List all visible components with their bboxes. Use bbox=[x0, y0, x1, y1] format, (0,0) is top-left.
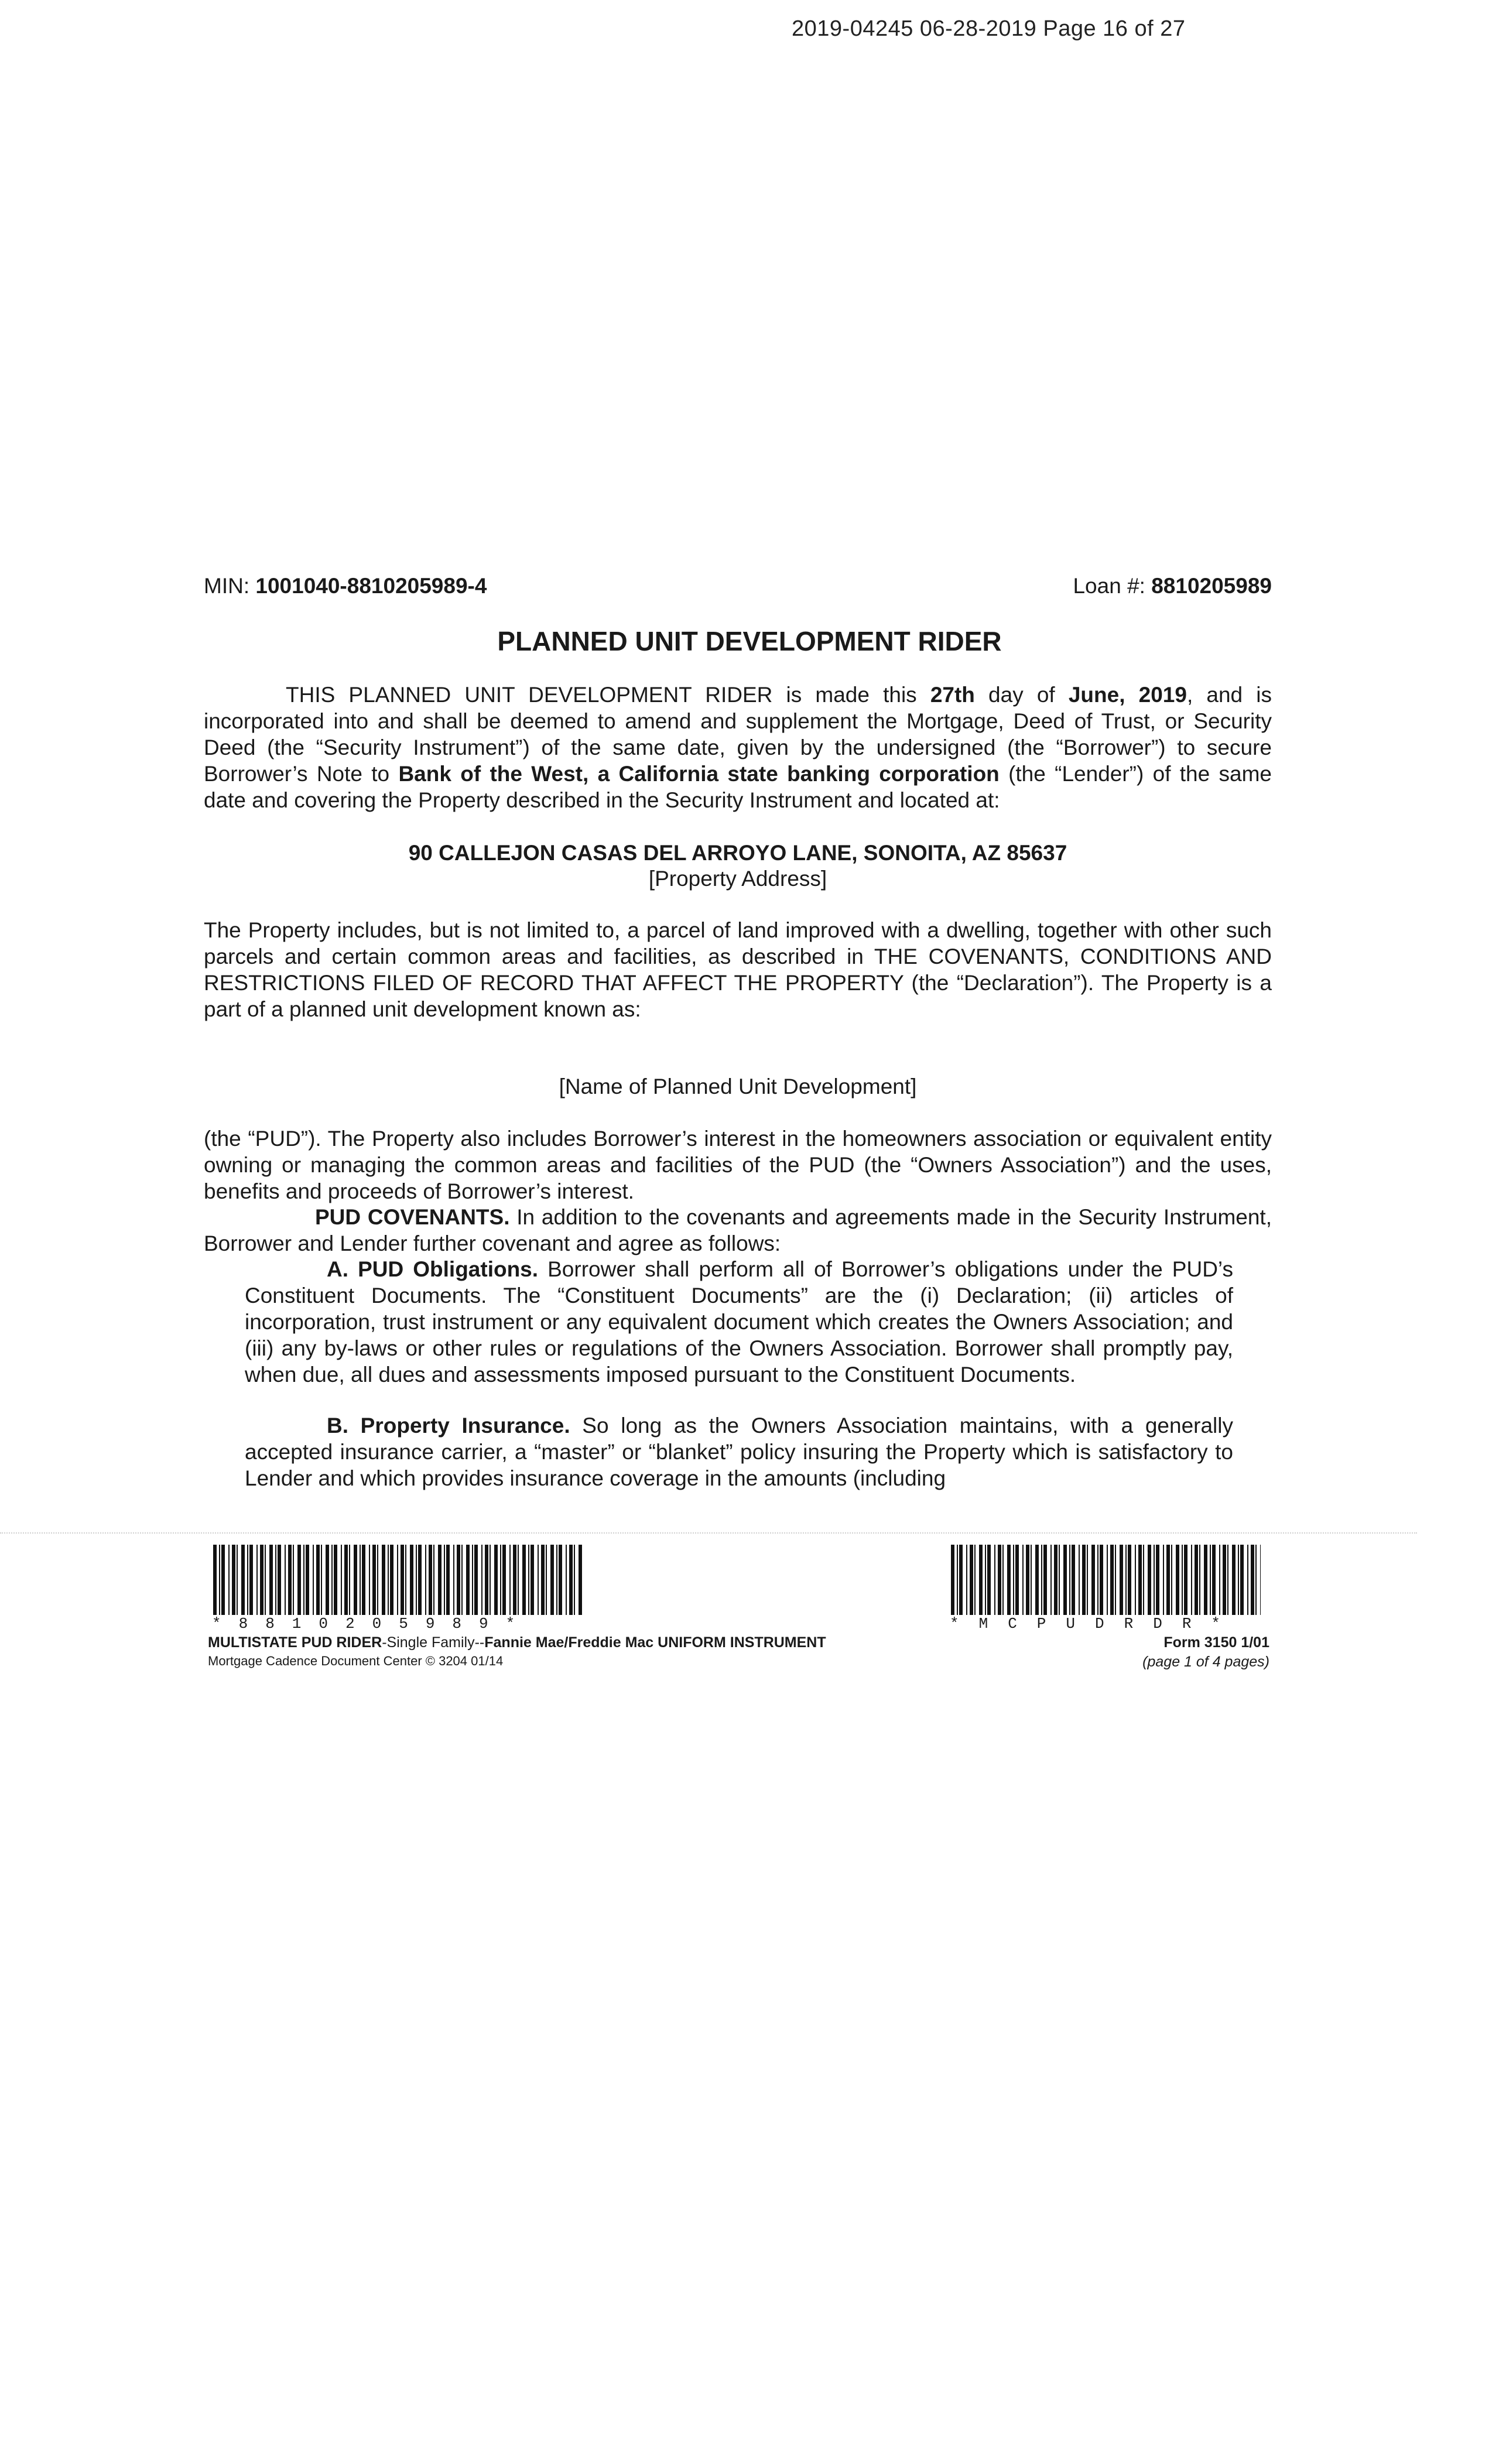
barcode-bar bbox=[1100, 1545, 1103, 1615]
form-barcode-caption: *MCPUDRDR* bbox=[950, 1615, 1241, 1633]
barcode-bar bbox=[1069, 1545, 1070, 1615]
barcode-bar bbox=[1240, 1545, 1244, 1615]
barcode-bar bbox=[362, 1545, 365, 1615]
barcode-bar bbox=[474, 1545, 478, 1615]
footer-title-rest: -Single Family-- bbox=[382, 1634, 485, 1651]
barcode-bar bbox=[219, 1545, 220, 1615]
barcode-bar bbox=[372, 1545, 376, 1615]
section-b-property-insurance bbox=[245, 1412, 1233, 1491]
barcode-bar bbox=[579, 1545, 582, 1615]
pud-name-label: [Name of Planned Unit Development] bbox=[559, 1074, 917, 1098]
barcode-bar bbox=[401, 1545, 404, 1615]
barcode-bar bbox=[502, 1545, 506, 1615]
min-number bbox=[204, 574, 487, 598]
barcode-bar bbox=[461, 1545, 463, 1615]
rider-day: 27th bbox=[930, 683, 975, 707]
barcode-bar bbox=[331, 1545, 333, 1615]
barcode-bar bbox=[1054, 1545, 1057, 1615]
barcode-bar bbox=[556, 1545, 557, 1615]
barcode-bar bbox=[232, 1545, 235, 1615]
barcode-bar bbox=[959, 1545, 963, 1615]
barcode-bar bbox=[213, 1545, 217, 1615]
section-b-heading: B. Property Insurance. bbox=[327, 1414, 570, 1438]
barcode-bar bbox=[1079, 1545, 1080, 1615]
barcode-bar bbox=[241, 1545, 245, 1615]
barcode-bar bbox=[306, 1545, 309, 1615]
property-address: 90 CALLEJON CASAS DEL ARROYO LANE, SONOITA, AZ 85637 bbox=[408, 841, 1067, 865]
barcode-bar bbox=[985, 1545, 986, 1615]
footer-page-count: (page 1 of 4 pages) bbox=[1142, 1654, 1269, 1670]
barcode-bar bbox=[1247, 1545, 1248, 1615]
barcode-bar bbox=[1135, 1545, 1136, 1615]
barcode-bar bbox=[321, 1545, 322, 1615]
barcode-bar bbox=[1255, 1545, 1257, 1615]
barcode-bar bbox=[260, 1545, 263, 1615]
barcode-bar bbox=[1050, 1545, 1052, 1615]
barcode-bar bbox=[1022, 1545, 1024, 1615]
scan-artifact-line bbox=[0, 1532, 1417, 1534]
barcode-bar bbox=[369, 1545, 370, 1615]
barcode-bar bbox=[405, 1545, 406, 1615]
barcode-bar bbox=[513, 1545, 516, 1615]
barcode-bar bbox=[237, 1545, 238, 1615]
barcode-bar bbox=[397, 1545, 398, 1615]
section-a-heading: A. PUD Obligations. bbox=[327, 1257, 539, 1281]
barcode-bar bbox=[1204, 1545, 1207, 1615]
barcode-bar bbox=[1035, 1545, 1039, 1615]
barcode-bar bbox=[1002, 1545, 1004, 1615]
intro-text-1: THIS PLANNED UNIT DEVELOPMENT RIDER is made this bbox=[286, 683, 930, 707]
barcode-bar bbox=[297, 1545, 301, 1615]
barcode-bar bbox=[221, 1545, 225, 1615]
barcode-bar bbox=[433, 1545, 434, 1615]
section-a-text: Borrower shall perform all of Borrower’s obligations under the PUD’s Constituent Documents. The “Constituent Documents” are the (i) Declaration; (ii) articles of incorporation, trust instrument or any equivalent document which creates the Owners Association; and (iii) any by-laws or other rules or regulations of the Owners Association. Borrower shall promptly pay, when due, all dues and assessments imposed pursuant to the Constituent Documents. bbox=[245, 1257, 1233, 1387]
barcode-bar bbox=[1182, 1545, 1183, 1615]
barcode-bar bbox=[494, 1545, 498, 1615]
barcode-bar bbox=[313, 1545, 314, 1615]
barcode-bar bbox=[390, 1545, 393, 1615]
document-title: PLANNED UNIT DEVELOPMENT RIDER bbox=[497, 626, 1002, 656]
lender-name: Bank of the West, a California state banking corporation bbox=[398, 762, 1000, 786]
barcode-bar bbox=[1251, 1545, 1254, 1615]
barcode-bar bbox=[1191, 1545, 1192, 1615]
barcode-bar bbox=[1184, 1545, 1187, 1615]
barcode-bar bbox=[1107, 1545, 1108, 1615]
barcode-bar bbox=[1223, 1545, 1226, 1615]
footer-form-title bbox=[208, 1634, 826, 1651]
intro-text-3: , and is incorporated into and shall be deemed to amend and supplement the Mortgage, Deed of Trust, or Security Deed (the “Security Instrument”) of the same date, given by the undersigned (the “Borrower”) to secure Borrower’s Note to bbox=[204, 683, 1272, 786]
barcode-bar bbox=[293, 1545, 294, 1615]
barcode-bar bbox=[541, 1545, 545, 1615]
barcode-bar bbox=[1082, 1545, 1086, 1615]
barcode-bar bbox=[326, 1545, 329, 1615]
barcode-bar bbox=[265, 1545, 266, 1615]
barcode-bar bbox=[1156, 1545, 1159, 1615]
barcode-bar bbox=[360, 1545, 361, 1615]
min-label: MIN: bbox=[204, 574, 256, 598]
barcode-bar bbox=[285, 1545, 286, 1615]
barcode-bar bbox=[1063, 1545, 1067, 1615]
barcode-bar bbox=[416, 1545, 417, 1615]
intro-paragraph bbox=[204, 682, 1272, 813]
barcode-bar bbox=[1138, 1545, 1142, 1615]
barcode-bar bbox=[987, 1545, 991, 1615]
barcode-bar bbox=[446, 1545, 450, 1615]
barcode-bar bbox=[275, 1545, 276, 1615]
intro-text-2: day of bbox=[974, 683, 1069, 707]
barcode-bar bbox=[382, 1545, 385, 1615]
min-value: 1001040-8810205989-4 bbox=[255, 574, 487, 598]
barcode-bar bbox=[490, 1545, 491, 1615]
barcode-bar bbox=[1120, 1545, 1123, 1615]
barcode-bar bbox=[303, 1545, 304, 1615]
barcode-bar bbox=[410, 1545, 413, 1615]
pud-covenants-heading: PUD COVENANTS. bbox=[315, 1205, 510, 1229]
barcode-bar bbox=[425, 1545, 426, 1615]
barcode-bar bbox=[1143, 1545, 1144, 1615]
barcode-bar bbox=[951, 1545, 954, 1615]
barcode-bar bbox=[574, 1545, 575, 1615]
footer-document-center: Mortgage Cadence Document Center © 3204 01/14 bbox=[208, 1654, 504, 1668]
barcode-bar bbox=[1015, 1545, 1019, 1615]
barcode-bar bbox=[429, 1545, 432, 1615]
barcode-bar bbox=[1154, 1545, 1155, 1615]
barcode-bar bbox=[228, 1545, 230, 1615]
barcode-bar bbox=[457, 1545, 460, 1615]
rider-date: June, 2019 bbox=[1068, 683, 1187, 707]
barcode-bar bbox=[418, 1545, 422, 1615]
barcode-bar bbox=[349, 1545, 350, 1615]
barcode-bar bbox=[1110, 1545, 1114, 1615]
barcode-bar bbox=[1041, 1545, 1042, 1615]
barcode-bar bbox=[1176, 1545, 1179, 1615]
barcode-bar bbox=[466, 1545, 470, 1615]
intro-text-4: (the “Lender”) of the same date and covering the Property described in the Security Instrument and located at: bbox=[204, 762, 1272, 812]
loan-value: 8810205989 bbox=[1151, 574, 1272, 598]
barcode-bar bbox=[1232, 1545, 1236, 1615]
barcode-bar bbox=[500, 1545, 501, 1615]
barcode-bar bbox=[509, 1545, 511, 1615]
barcode-bar bbox=[1210, 1545, 1211, 1615]
barcode-bar bbox=[1212, 1545, 1216, 1615]
barcode-bar bbox=[1091, 1545, 1095, 1615]
barcode-bar bbox=[1115, 1545, 1116, 1615]
loan-barcode-caption: *8810205989* bbox=[212, 1615, 533, 1633]
barcode-bar bbox=[354, 1545, 357, 1615]
barcode-bar bbox=[538, 1545, 539, 1615]
barcode-bar bbox=[388, 1545, 389, 1615]
property-paragraph: The Property includes, but is not limited to, a parcel of land improved with a dwelling, together with other such parcels and certain common areas and facilities, as described in THE COVENANTS, CONDITIONS AND RESTRICTIONS FILED OF RECORD THAT AFFECT THE PROPERTY (the “Declaration”). The Property is a part of a planned unit development known as: bbox=[204, 918, 1272, 1021]
barcode-bar bbox=[1163, 1545, 1164, 1615]
barcode-bar bbox=[531, 1545, 534, 1615]
barcode-bar bbox=[518, 1545, 519, 1615]
barcode-bar bbox=[966, 1545, 967, 1615]
footer-title-bold: MULTISTATE PUD RIDER bbox=[208, 1634, 382, 1651]
barcode-bar bbox=[528, 1545, 529, 1615]
barcode-bar bbox=[1031, 1545, 1032, 1615]
barcode-bar bbox=[334, 1545, 337, 1615]
form-barcode bbox=[950, 1545, 1263, 1633]
barcode-bar bbox=[288, 1545, 292, 1615]
barcode-bar bbox=[1013, 1545, 1014, 1615]
barcode-bar bbox=[1171, 1545, 1172, 1615]
barcode-bar bbox=[974, 1545, 976, 1615]
barcode-bar bbox=[979, 1545, 983, 1615]
barcode-bar bbox=[249, 1545, 253, 1615]
barcode-bar bbox=[1087, 1545, 1088, 1615]
filing-stamp: 2019-04245 06-28-2019 Page 16 of 27 bbox=[792, 16, 1186, 41]
barcode-bar bbox=[546, 1545, 547, 1615]
barcode-bar bbox=[438, 1545, 442, 1615]
barcode-bar bbox=[994, 1545, 995, 1615]
barcode-bar bbox=[1072, 1545, 1075, 1615]
barcode-bar bbox=[1199, 1545, 1200, 1615]
barcode-bar bbox=[1260, 1545, 1261, 1615]
form-barcode-icon bbox=[950, 1545, 1263, 1615]
barcode-bar bbox=[1148, 1545, 1151, 1615]
section-b-text: So long as the Owners Association maintains, with a generally accepted insurance carrier, a “master” or “blanket” policy insuring the Property which is satisfactory to Lender and which provides insurance coverage in the amounts (including bbox=[245, 1414, 1233, 1490]
barcode-bar bbox=[998, 1545, 1001, 1615]
barcode-bar bbox=[341, 1545, 342, 1615]
barcode-bar bbox=[957, 1545, 958, 1615]
barcode-bar bbox=[278, 1545, 281, 1615]
barcode-bar bbox=[1238, 1545, 1239, 1615]
barcode-bar bbox=[1059, 1545, 1060, 1615]
barcode-bar bbox=[569, 1545, 573, 1615]
barcode-bar bbox=[550, 1545, 554, 1615]
barcode-bar bbox=[472, 1545, 473, 1615]
loan-barcode-icon bbox=[212, 1545, 587, 1615]
pud-covenants-paragraph bbox=[204, 1204, 1272, 1257]
barcode-bar bbox=[316, 1545, 320, 1615]
barcode-bar bbox=[481, 1545, 482, 1615]
barcode-bar bbox=[344, 1545, 348, 1615]
barcode-bar bbox=[1128, 1545, 1131, 1615]
barcode-bar bbox=[1195, 1545, 1198, 1615]
barcode-bar bbox=[485, 1545, 488, 1615]
barcode-bar bbox=[559, 1545, 562, 1615]
loan-label: Loan #: bbox=[1073, 574, 1152, 598]
barcode-bar bbox=[256, 1545, 258, 1615]
barcode-bar bbox=[269, 1545, 273, 1615]
barcode-bar bbox=[566, 1545, 567, 1615]
barcode-bar bbox=[1166, 1545, 1170, 1615]
pud-paragraph: (the “PUD”). The Property also includes Borrower’s interest in the homeowners association or equivalent entity owning or managing the common areas and facilities of the PUD (the “Owners Association”) and the uses, benefits and proceeds of Borrower’s interest. bbox=[204, 1127, 1272, 1203]
section-a-pud-obligations bbox=[245, 1256, 1233, 1388]
loan-barcode bbox=[212, 1545, 587, 1633]
property-address-label: [Property Address] bbox=[648, 867, 827, 891]
barcode-bar bbox=[453, 1545, 454, 1615]
footer-title-tail: Fannie Mae/Freddie Mac UNIFORM INSTRUMENT bbox=[484, 1634, 826, 1651]
barcode-bar bbox=[1026, 1545, 1029, 1615]
barcode-bar bbox=[1227, 1545, 1228, 1615]
barcode-bar bbox=[970, 1545, 973, 1615]
barcode-bar bbox=[1219, 1545, 1220, 1615]
barcode-bar bbox=[1007, 1545, 1011, 1615]
barcode-bar bbox=[1097, 1545, 1098, 1615]
pud-covenants-text: In addition to the covenants and agreements made in the Security Instrument, Borrower and Lender further covenant and agree as follows: bbox=[204, 1205, 1272, 1255]
footer-form-number: Form 3150 1/01 bbox=[1163, 1634, 1269, 1651]
barcode-bar bbox=[1043, 1545, 1047, 1615]
barcode-bar bbox=[1125, 1545, 1127, 1615]
barcode-bar bbox=[247, 1545, 248, 1615]
barcode-bar bbox=[377, 1545, 378, 1615]
loan-number bbox=[1073, 574, 1272, 598]
barcode-bar bbox=[444, 1545, 445, 1615]
barcode-bar bbox=[522, 1545, 526, 1615]
